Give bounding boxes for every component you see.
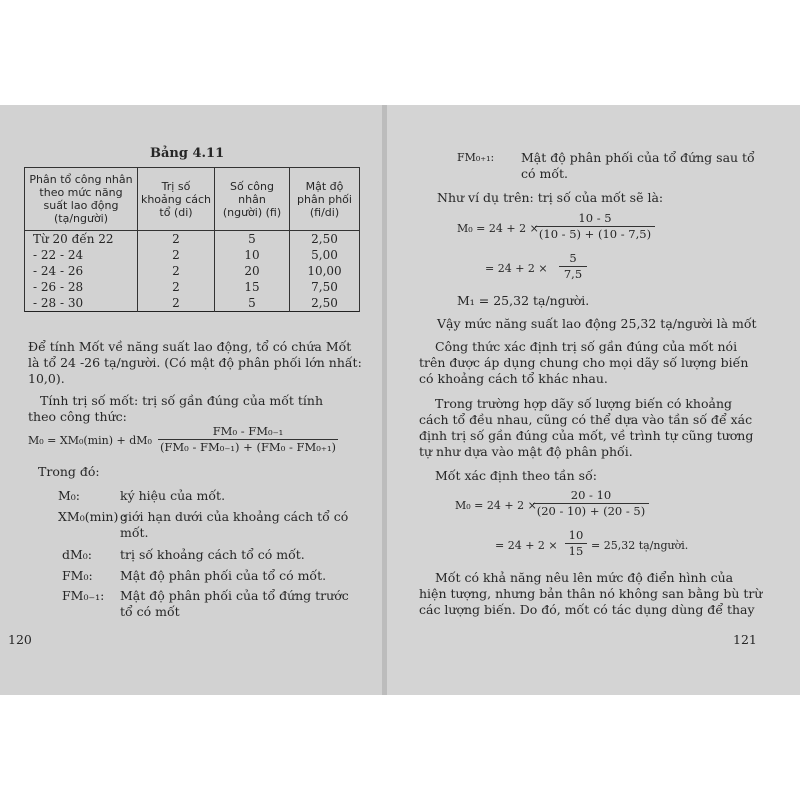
equation-prefix: M₀ = 24 + 2 ×: [455, 499, 537, 512]
table-row: [25, 231, 360, 248]
paragraph-line: Mốt có khả năng nêu lên mức độ điển hình của: [435, 570, 734, 585]
paragraph-line: trên được áp dụng chung cho mọi dãy số lượng biến: [419, 355, 749, 370]
definition-symbol: FM₀:: [62, 568, 93, 583]
table-row: [25, 247, 360, 263]
paragraph-line: có khoảng cách tổ khác nhau.: [419, 371, 608, 386]
paragraph-line: Công thức xác định trị số gần đúng của mốt nói: [435, 339, 738, 354]
paragraph-line: Mốt xác định theo tần số:: [435, 468, 597, 483]
paragraph-line: cách tổ đều nhau, cũng có thể dựa vào tần số để xác: [419, 412, 753, 427]
table-header-row: [25, 168, 360, 231]
equation-result: = 25,32 tạ/người.: [591, 539, 689, 552]
page-number: 120: [8, 632, 32, 647]
table-header: Trị số khoảng cách tổ (di): [138, 168, 215, 231]
table-cell: - 24 - 26: [25, 263, 138, 279]
paragraph-line: 10,0).: [28, 371, 65, 386]
table-cell: 5: [215, 295, 290, 312]
formula-prefix: M₀ = XM₀(min) + dM₀: [28, 434, 152, 447]
paragraph-line: hiện tượng, nhưng bản thân nó không san bằng bù trừ: [419, 586, 763, 601]
table-cell: 15: [215, 279, 290, 295]
paragraph-line: là tổ 24 -26 tạ/người. (Có mật độ phân phối lớn nhất:: [28, 355, 362, 370]
definition-text: trị số khoảng cách tổ có mốt.: [120, 547, 305, 562]
definition-text: ký hiệu của mốt.: [120, 488, 226, 503]
right-page: [387, 105, 800, 695]
equation-numerator: 20 - 10: [570, 488, 612, 502]
definition-symbol: FM₀₋₁:: [62, 588, 105, 603]
table-header: Phân tổ công nhân theo mức năng suất lao động (tạ/người): [25, 168, 138, 231]
formula-denominator: (FM₀ - FM₀₋₁) + (FM₀ - FM₀₊₁): [159, 440, 337, 454]
conclusion-line: Vậy mức năng suất lao động 25,32 tạ/người là mốt: [437, 316, 757, 331]
table-cell: 2: [138, 263, 215, 279]
equation-denominator: (10 - 5) + (10 - 7,5): [538, 227, 652, 241]
paragraph-line: theo công thức:: [28, 409, 127, 424]
left-page: [0, 105, 384, 695]
equation-denominator: 15: [568, 544, 584, 558]
paragraph-line: Tính trị số mốt: trị số gần đúng của mốt tính: [40, 393, 323, 408]
table-cell: 2,50: [290, 295, 360, 312]
table-title: Bảng 4.11: [150, 146, 225, 161]
table-cell: Từ 20 đến 22: [25, 231, 138, 248]
table-cell: - 28 - 30: [25, 295, 138, 312]
equation-result: M₁ = 25,32 tạ/người.: [457, 293, 590, 308]
data-table: [24, 167, 360, 312]
definition-text: Mật độ phân phối của tổ đứng sau tổ: [521, 150, 755, 165]
intro-line: Như ví dụ trên: trị số của mốt sẽ là:: [437, 190, 664, 205]
definition-text: giới hạn dưới của khoảng cách tổ có: [120, 509, 349, 524]
equation-fraction: [533, 489, 649, 518]
equation-denominator: (20 - 10) + (20 - 5): [536, 504, 646, 518]
paragraph-line: các lượng biến. Do đó, mốt có tác dụng dùng để thay: [419, 602, 755, 617]
definition-text: mốt.: [120, 525, 149, 540]
table-cell: - 26 - 28: [25, 279, 138, 295]
table-cell: 2: [138, 279, 215, 295]
paragraph-line: định trị số gần đúng của mốt, về trình tự cũng tương: [419, 428, 754, 443]
table-cell: 10,00: [290, 263, 360, 279]
equation-numerator: 10: [568, 528, 584, 542]
table-cell: 2: [138, 295, 215, 312]
definition-symbol: FM₀₊₁:: [457, 151, 495, 164]
equation-fraction: [559, 252, 587, 281]
table-cell: 2,50: [290, 231, 360, 248]
equation-numerator: 10 - 5: [578, 211, 612, 225]
table-cell: 20: [215, 263, 290, 279]
table-cell: 5: [215, 231, 290, 248]
equation-fraction: [535, 212, 655, 241]
table-header: Số công nhân (người) (fi): [215, 168, 290, 231]
book-spread: [0, 105, 800, 695]
formula-fraction: [158, 425, 338, 454]
formula-numerator: FM₀ - FM₀₋₁: [212, 424, 284, 438]
table-cell: - 22 - 24: [25, 247, 138, 263]
table-cell: 7,50: [290, 279, 360, 295]
paragraph-line: Trong trường hợp dãy số lượng biến có khoảng: [435, 396, 733, 411]
table-row: [25, 295, 360, 312]
definition-symbol: XM₀(min) :: [58, 509, 127, 524]
table-cell: 10: [215, 247, 290, 263]
definition-symbol: M₀:: [58, 488, 81, 503]
equation-prefix: = 24 + 2 ×: [495, 539, 558, 552]
paragraph-line: Để tính Mốt về năng suất lao động, tổ có chứa Mốt: [28, 339, 352, 354]
where-label: Trong đó:: [38, 464, 100, 479]
definition-text: Mật độ phân phối của tổ đứng trước: [120, 588, 349, 603]
definition-text: Mật độ phân phối của tổ có mốt.: [120, 568, 327, 583]
equation-fraction: [565, 529, 587, 558]
equation-denominator: 7,5: [563, 267, 583, 281]
equation-prefix: = 24 + 2 ×: [485, 262, 548, 275]
table-row: [25, 263, 360, 279]
page-number: 121: [733, 632, 757, 647]
equation-prefix: M₀ = 24 + 2 ×: [457, 222, 539, 235]
table-row: [25, 279, 360, 295]
definition-text: có mốt.: [521, 166, 568, 181]
table-cell: 2: [138, 247, 215, 263]
paragraph-line: tự như dựa vào mật độ phân phối.: [419, 444, 633, 459]
table-header: Mật độ phân phối (fi/di): [290, 168, 360, 231]
table-cell: 2: [138, 231, 215, 248]
definition-text: tổ có mốt: [120, 604, 180, 619]
definition-symbol: dM₀:: [62, 547, 93, 562]
equation-numerator: 5: [569, 251, 577, 265]
table-cell: 5,00: [290, 247, 360, 263]
